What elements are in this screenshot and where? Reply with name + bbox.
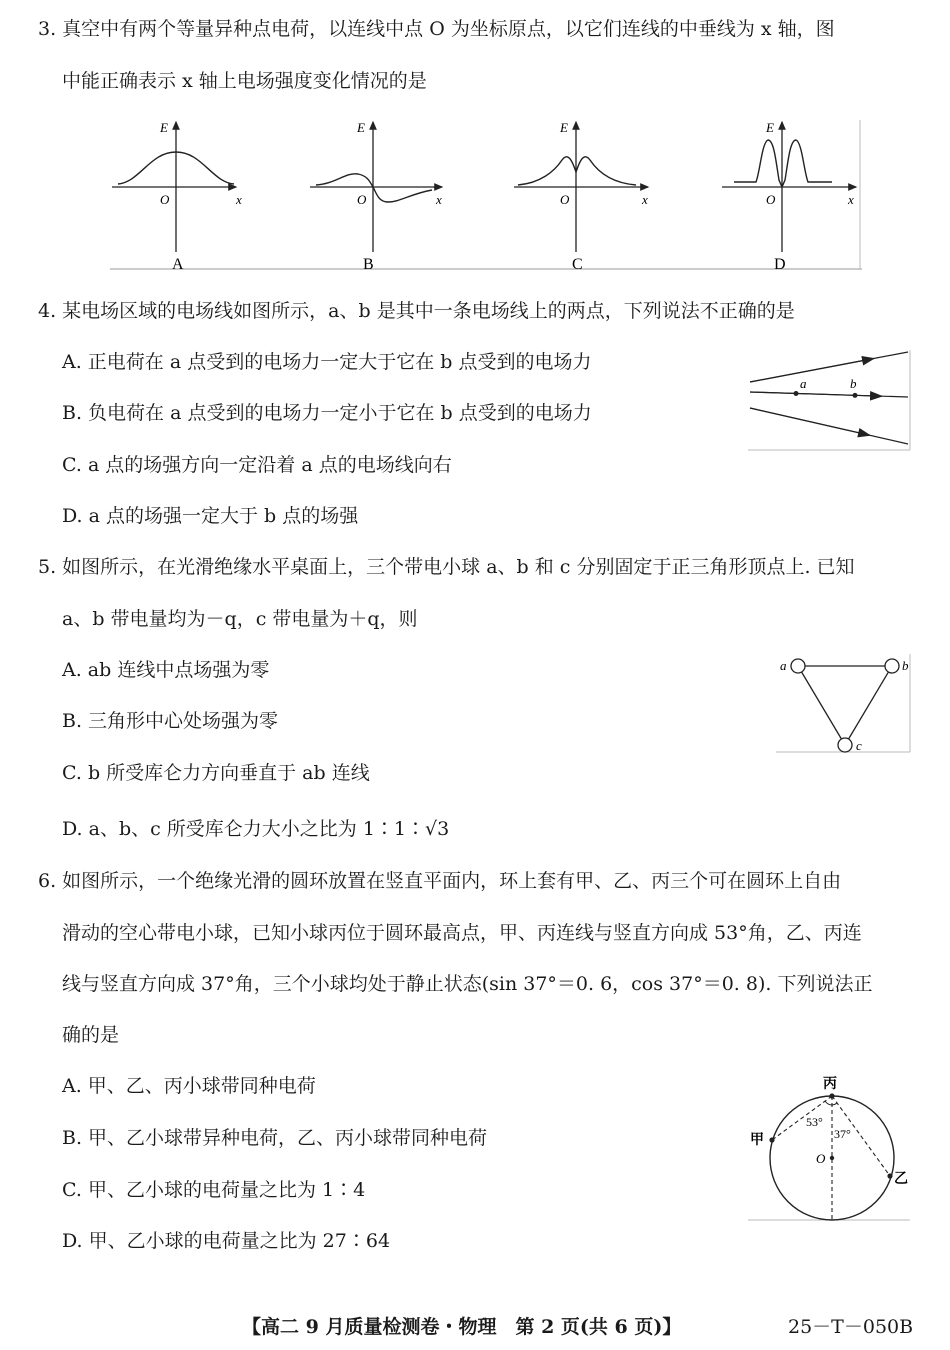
q4-field-lines-figure bbox=[748, 348, 912, 452]
q6-option-a[interactable]: A. 甲、乙、丙小球带同种电荷 bbox=[62, 1075, 316, 1097]
graph-b-axis-x: x bbox=[436, 192, 442, 207]
q4-stem: 4. 某电场区域的电场线如图所示，a、b 是其中一条电场线上的两点，下列说法不正确的是 bbox=[38, 300, 795, 322]
graph-c-curve bbox=[518, 157, 636, 185]
q6-stem-line3: 线与竖直方向成 37°角，三个小球均处于静止状态(sin 37°＝0. 6，cos 37°＝0. 8). 下列说法正 bbox=[62, 973, 873, 995]
q5-stem-line2: a、b 带电量均为－q，c 带电量为＋q，则 bbox=[62, 608, 418, 630]
q3-graphs-figure bbox=[110, 112, 862, 272]
ball-a bbox=[791, 659, 805, 673]
q5-option-a[interactable]: A. ab 连线中点场强为零 bbox=[62, 659, 270, 681]
graph-a bbox=[112, 120, 242, 272]
graph-c-axis-x: x bbox=[642, 192, 648, 207]
graph-b-axis-e: E bbox=[357, 120, 365, 135]
graph-b-origin: O bbox=[357, 192, 367, 207]
label-center: O bbox=[816, 1151, 826, 1166]
graph-d-label: D bbox=[774, 256, 786, 272]
graph-a-axis-x: x bbox=[236, 192, 242, 207]
graph-c-label: C bbox=[572, 256, 583, 272]
label-jia: 甲 bbox=[750, 1133, 764, 1148]
ball-c-label: c bbox=[856, 738, 862, 753]
graph-c bbox=[514, 120, 648, 272]
graph-d-axis-x: x bbox=[848, 192, 854, 207]
ball-jia bbox=[769, 1137, 774, 1142]
label-yi: 乙 bbox=[894, 1172, 908, 1187]
point-b-label: b bbox=[850, 376, 857, 391]
q4-option-d[interactable]: D. a 点的场强一定大于 b 点的场强 bbox=[62, 505, 359, 527]
point-a-label: a bbox=[800, 376, 807, 391]
graph-c-axis-e: E bbox=[560, 120, 568, 135]
q6-option-d[interactable]: D. 甲、乙小球的电荷量之比为 27∶64 bbox=[62, 1230, 391, 1252]
graph-a-origin: O bbox=[160, 192, 170, 207]
graph-b bbox=[310, 120, 442, 272]
q6-option-b[interactable]: B. 甲、乙小球带异种电荷，乙、丙小球带同种电荷 bbox=[62, 1127, 488, 1149]
q6-stem-line1: 6. 如图所示，一个绝缘光滑的圆环放置在竖直平面内，环上套有甲、乙、丙三个可在圆环上自由 bbox=[38, 870, 842, 892]
q3-stem-line2: 中能正确表示 x 轴上电场强度变化情况的是 bbox=[62, 70, 427, 92]
ball-bing bbox=[829, 1093, 834, 1098]
q5-triangle-figure bbox=[776, 650, 912, 754]
q5-stem-line1: 5. 如图所示，在光滑绝缘水平桌面上，三个带电小球 a、b 和 c 分别固定于正三角形顶点上. 已知 bbox=[38, 556, 855, 578]
q6-stem-line2: 滑动的空心带电小球，已知小球丙位于圆环最高点，甲、丙连线与竖直方向成 53°角，乙、丙连 bbox=[62, 922, 862, 944]
q4-option-b[interactable]: B. 负电荷在 a 点受到的电场力一定小于它在 b 点受到的电场力 bbox=[62, 402, 592, 424]
footer-title: 【高二 9 月质量检测卷・物理 第 2 页(共 6 页)】 bbox=[242, 1316, 682, 1338]
graph-d-axis-e: E bbox=[766, 120, 774, 135]
label-angle-53: 53° bbox=[806, 1115, 823, 1129]
point-b-dot bbox=[853, 393, 858, 398]
graph-d bbox=[722, 120, 856, 272]
graph-d-origin: O bbox=[766, 192, 776, 207]
graph-b-label: B bbox=[363, 256, 374, 272]
q6-ring-figure bbox=[748, 1068, 912, 1226]
ball-yi bbox=[887, 1173, 892, 1178]
graph-d-curve bbox=[734, 140, 832, 187]
q5-option-b[interactable]: B. 三角形中心处场强为零 bbox=[62, 710, 279, 732]
ball-b bbox=[885, 659, 899, 673]
q4-option-a[interactable]: A. 正电荷在 a 点受到的电场力一定大于它在 b 点受到的电场力 bbox=[62, 351, 592, 373]
graph-c-origin: O bbox=[560, 192, 570, 207]
graph-a-axis-e: E bbox=[160, 120, 168, 135]
q5-option-c[interactable]: C. b 所受库仑力方向垂直于 ab 连线 bbox=[62, 762, 370, 784]
q4-option-c[interactable]: C. a 点的场强方向一定沿着 a 点的电场线向右 bbox=[62, 454, 452, 476]
ring-center bbox=[830, 1156, 834, 1160]
footer-code: 25－T－050B bbox=[788, 1316, 914, 1338]
ball-a-label: a bbox=[780, 658, 787, 673]
q3-stem-line1: 3. 真空中有两个等量异种点电荷，以连线中点 O 为坐标原点，以它们连线的中垂线为 x 轴，图 bbox=[38, 18, 835, 40]
q5-option-d[interactable]: D. a、b、c 所受库仑力大小之比为 1∶1∶√3 bbox=[62, 818, 450, 840]
label-angle-37: 37° bbox=[834, 1127, 851, 1141]
q6-option-c[interactable]: C. 甲、乙小球的电荷量之比为 1∶4 bbox=[62, 1179, 366, 1201]
ball-b-label: b bbox=[902, 658, 909, 673]
graph-a-label: A bbox=[172, 256, 184, 272]
q6-stem-line4: 确的是 bbox=[62, 1024, 120, 1046]
point-a-dot bbox=[794, 391, 799, 396]
graph-b-curve bbox=[316, 174, 432, 202]
ball-c bbox=[838, 738, 852, 752]
label-bing: 丙 bbox=[823, 1077, 837, 1092]
